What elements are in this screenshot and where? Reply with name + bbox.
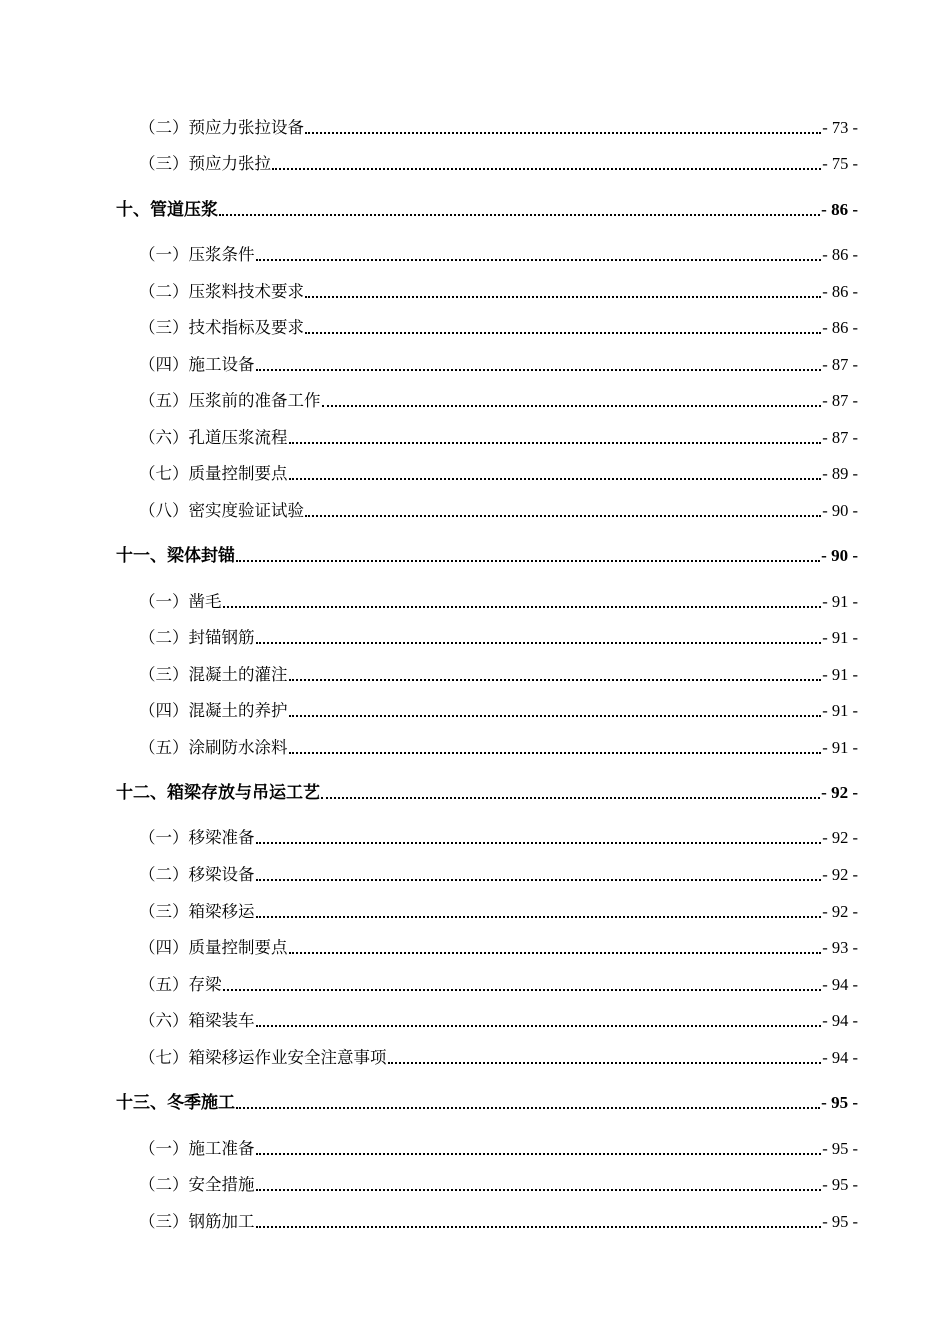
toc-section-entry[interactable]	[0, 1005, 950, 1031]
toc-section-entry[interactable]	[0, 1169, 950, 1195]
dot-leader	[256, 1152, 822, 1155]
toc-entry-page-number: - 93 -	[822, 938, 858, 957]
dot-leader	[289, 477, 822, 480]
toc-section-entry[interactable]	[0, 732, 950, 758]
dot-leader	[305, 331, 821, 334]
toc-chapter-entry[interactable]	[0, 194, 950, 220]
toc-section-entry[interactable]	[0, 349, 950, 375]
dot-leader	[256, 1024, 822, 1027]
toc-entry-title: （三）钢筋加工	[139, 1212, 255, 1231]
toc-section-entry[interactable]	[0, 239, 950, 265]
toc-entry-page-number: - 95 -	[822, 1139, 858, 1158]
toc-section-entry[interactable]	[0, 695, 950, 721]
toc-entry-page-number: - 91 -	[822, 665, 858, 684]
dot-leader	[256, 878, 822, 881]
dot-leader	[289, 714, 822, 717]
toc-entry-title: （二）预应力张拉设备	[139, 118, 304, 137]
toc-entry-title: （一）施工准备	[139, 1139, 255, 1158]
toc-section-entry[interactable]	[0, 586, 950, 612]
toc-entry-page-number: - 91 -	[822, 701, 858, 720]
toc-entry-title: （一）凿毛	[139, 592, 222, 611]
toc-entry-page-number: - 87 -	[822, 391, 858, 410]
dot-leader	[256, 258, 822, 261]
toc-entry-page-number: - 90 -	[821, 546, 858, 565]
toc-entry-title: （四）混凝土的养护	[139, 701, 288, 720]
toc-entry-title: （七）箱梁移运作业安全注意事项	[139, 1048, 387, 1067]
toc-section-entry[interactable]	[0, 385, 950, 411]
dot-leader	[256, 641, 822, 644]
dot-leader	[256, 1188, 822, 1191]
toc-entry-page-number: - 94 -	[822, 975, 858, 994]
dot-leader	[305, 131, 821, 134]
dot-leader	[236, 559, 820, 562]
toc-entry-title: 十一、梁体封锚	[116, 546, 235, 566]
dot-leader	[272, 167, 821, 170]
toc-entry-title: （二）压浆料技术要求	[139, 282, 304, 301]
toc-entry-page-number: - 91 -	[822, 628, 858, 647]
toc-entry-title: （四）施工设备	[139, 355, 255, 374]
dot-leader	[256, 1225, 822, 1228]
toc-entry-page-number: - 91 -	[822, 592, 858, 611]
toc-section-entry[interactable]	[0, 969, 950, 995]
toc-entry-page-number: - 95 -	[821, 1093, 858, 1112]
toc-entry-title: （七）质量控制要点	[139, 464, 288, 483]
toc-section-entry[interactable]	[0, 422, 950, 448]
dot-leader	[289, 751, 822, 754]
dot-leader	[236, 1106, 820, 1109]
toc-section-entry[interactable]	[0, 896, 950, 922]
toc-entry-page-number: - 86 -	[821, 200, 858, 219]
toc-entry-title: （三）预应力张拉	[139, 154, 271, 173]
toc-section-entry[interactable]	[0, 1206, 950, 1232]
toc-entry-page-number: - 73 -	[822, 118, 858, 137]
toc-entry-page-number: - 87 -	[822, 428, 858, 447]
toc-entry-title: 十三、冬季施工	[116, 1093, 235, 1113]
toc-entry-page-number: - 92 -	[822, 828, 858, 847]
toc-section-entry[interactable]	[0, 458, 950, 484]
toc-entry-page-number: - 86 -	[822, 282, 858, 301]
toc-entry-title: 十二、箱梁存放与吊运工艺	[116, 783, 320, 803]
toc-entry-title: 十、管道压浆	[116, 200, 218, 220]
toc-entry-title: （五）存梁	[139, 975, 222, 994]
toc-entry-title: （八）密实度验证试验	[139, 501, 304, 520]
dot-leader	[322, 404, 822, 407]
toc-entry-title: （三）技术指标及要求	[139, 318, 304, 337]
toc-entry-page-number: - 95 -	[822, 1175, 858, 1194]
toc-section-entry[interactable]	[0, 112, 950, 138]
toc-section-entry[interactable]	[0, 1042, 950, 1068]
toc-entry-page-number: - 90 -	[822, 501, 858, 520]
dot-leader	[305, 295, 821, 298]
dot-leader	[256, 915, 822, 918]
toc-chapter-entry[interactable]	[0, 1087, 950, 1113]
dot-leader	[223, 988, 822, 991]
dot-leader	[219, 213, 820, 216]
toc-entry-page-number: - 89 -	[822, 464, 858, 483]
dot-leader	[289, 678, 822, 681]
toc-entry-title: （六）孔道压浆流程	[139, 428, 288, 447]
toc-entry-page-number: - 92 -	[822, 902, 858, 921]
toc-entry-page-number: - 87 -	[822, 355, 858, 374]
dot-leader	[256, 841, 822, 844]
toc-entry-title: （三）箱梁移运	[139, 902, 255, 921]
dot-leader	[321, 796, 820, 799]
toc-section-entry[interactable]	[0, 932, 950, 958]
toc-entry-page-number: - 95 -	[822, 1212, 858, 1231]
toc-section-entry[interactable]	[0, 312, 950, 338]
toc-section-entry[interactable]	[0, 622, 950, 648]
dot-leader	[388, 1061, 822, 1064]
toc-entry-page-number: - 94 -	[822, 1048, 858, 1067]
toc-section-entry[interactable]	[0, 822, 950, 848]
toc-section-entry[interactable]	[0, 859, 950, 885]
toc-section-entry[interactable]	[0, 148, 950, 174]
dot-leader	[289, 441, 822, 444]
toc-entry-title: （六）箱梁装车	[139, 1011, 255, 1030]
toc-entry-page-number: - 94 -	[822, 1011, 858, 1030]
toc-chapter-entry[interactable]	[0, 540, 950, 566]
toc-entry-title: （二）移梁设备	[139, 865, 255, 884]
toc-entry-page-number: - 75 -	[822, 154, 858, 173]
toc-section-entry[interactable]	[0, 276, 950, 302]
toc-entry-page-number: - 92 -	[821, 783, 858, 802]
toc-entry-title: （一）压浆条件	[139, 245, 255, 264]
toc-entry-title: （三）混凝土的灌注	[139, 665, 288, 684]
toc-section-entry[interactable]	[0, 495, 950, 521]
toc-entry-title: （二）安全措施	[139, 1175, 255, 1194]
toc-entry-page-number: - 92 -	[822, 865, 858, 884]
toc-entry-title: （一）移梁准备	[139, 828, 255, 847]
dot-leader	[289, 951, 822, 954]
toc-entry-page-number: - 86 -	[822, 245, 858, 264]
dot-leader	[305, 514, 821, 517]
toc-section-entry[interactable]	[0, 1133, 950, 1159]
toc-entry-title: （五）涂刷防水涂料	[139, 738, 288, 757]
toc-entry-page-number: - 86 -	[822, 318, 858, 337]
toc-entry-title: （四）质量控制要点	[139, 938, 288, 957]
toc-entry-title: （五）压浆前的准备工作	[139, 391, 321, 410]
toc-entry-title: （二）封锚钢筋	[139, 628, 255, 647]
toc-chapter-entry[interactable]	[0, 777, 950, 803]
toc-entry-page-number: - 91 -	[822, 738, 858, 757]
toc-section-entry[interactable]	[0, 659, 950, 685]
dot-leader	[256, 368, 822, 371]
dot-leader	[223, 605, 822, 608]
